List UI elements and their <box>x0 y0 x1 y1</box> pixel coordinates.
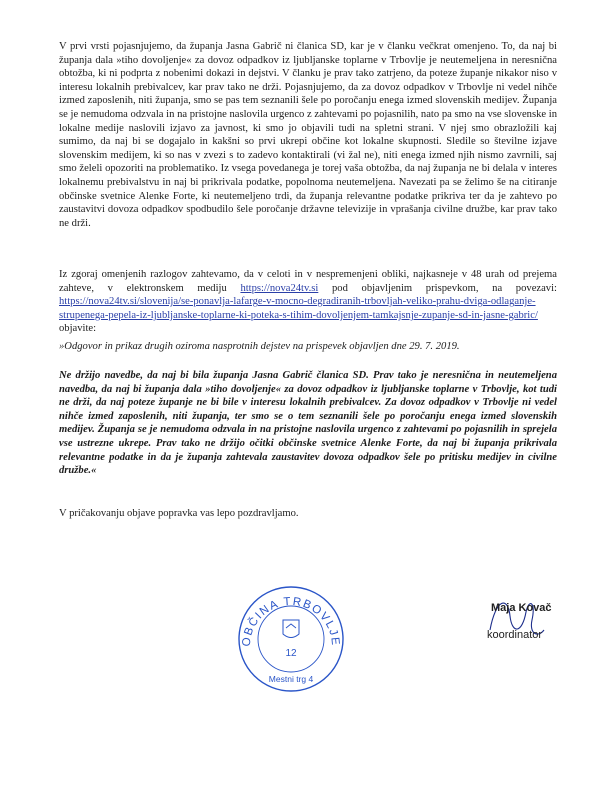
signatory-role: koordinator <box>487 629 543 641</box>
municipality-stamp <box>236 584 346 694</box>
coat-of-arms-detail-icon <box>286 624 296 628</box>
article-link[interactable]: https://nova24tv.si/slovenija/se-ponavlja-lafarge-v-mocno-degradiranih-trbovljah-veliko-prahu-dviga-odlaganje-strupenega-pepela-iz-ljubljanske-toplarne-ki-poteka-s-tihim-dovoljenjem-tamkajsnje-zupanje-sd-in-jasne-gabric/ <box>59 296 538 321</box>
stamp-inner-ring <box>258 606 324 672</box>
stamp-number: 12 <box>285 648 297 659</box>
signatory-name: Maja Kovač <box>491 602 552 614</box>
coat-of-arms-icon <box>283 620 299 638</box>
stamp-ring-text: OBČINA TRBOVLJE <box>240 595 342 648</box>
stamp-street: Mestni trg 4 <box>268 674 314 684</box>
correction-body: Ne držijo navedbe, da naj bi bila županja Jasna Gabrič članica SD. Prav tako je neresnična in neutemeljena navedba, da naj bi županja dala »tiho dovoljenje« za dovoz odpadkov iz ljubljanske toplarne v Trbovlje, kot tudi ne drži, da naj poteze županje ne bi bile v interesu lokalnih prebivalcev. Za dovoz odpadkov v Trbovlje ni vedel nihče izmed zaposlenih, niti županja, ter smo se o tem seznanili šele po poročanju enega izmed slovenskih medijev. Županja se je nemudoma odzvala in na pristojne naslovila urgenco z zahtevami po pojasnilih in sprejela vse ustrezne ukrepe. Prav tako ne držijo očitki občinske svetnice Alenke Forte, da naj bi županja prikrivala relevantne podatke in da je županja zahtevala zaustavitev dovoza odpadkov šele po pritisku medijev in civilne družbe.« <box>59 370 557 477</box>
handwritten-signature-icon <box>486 590 546 650</box>
closing-greeting: V pričakovanju objave popravka vas lepo pozdravljamo. <box>59 508 299 519</box>
paragraph-demand <box>59 268 557 336</box>
correction-heading: »Odgovor in prikaz drugih oziroma nasprotnih dejstev na prispevek objavljen dne 29. 7. 2019. <box>59 341 460 352</box>
media-link[interactable]: https://nova24tv.si <box>240 282 319 294</box>
paragraph-explanation: V prvi vrsti pojasnjujemo, da županja Jasna Gabrič ni članica SD, kar je v članku večkrat omenjeno. To, da naj bi županja dala »tiho dovoljenje« za dovoz odpadkov iz ljubljanske toplarne v Trbovlje je neutemeljena in neresnična obtožba, ki ni podprta z nobenimi dokazi in dejstvi. V članku je prav tako zatrjeno, da poteze županje nikakor niso v interesu lokalnih prebivalcev, kar prav tako ne drži. Pojasnjujemo, da za dovoz odpadkov v Trbovlje ni vedel nihče izmed zaposlenih, niti županja, smo se pas tem seznanili šele po poročanju enega izmed slovenskih medijev. Županja se je nemudoma odzvala in na pristojne naslovila urgenco z zahtevami po pojasnilih, nato pa smo na vse slovenske in lokalne medije naslovili izjavo za javnost, ki smo jo objavili tudi na spletni strani. V njej smo obrazložili kaj sumimo, da naj bi se dogajalo in kakšni so prvi ukrepi občine kot lokalne skupnosti. Sledile so številne izjave slovenskim medijem, ki so nas v zvezi s to zadevo kontaktirali (vi žal ne), niti enega izmed njih nismo zavrnili, saj smo želeli opozoriti na problematiko. Iz vsega povedanega je torej vaša obtožba, da naj županja ne bi delala v interes lokalnemu prebivalstvu in naj bi prikrivala podatke, popolnoma neutemeljena. Navezati pa se želimo še na citiranje občinske svetnice Alenke Forte, ki neutemeljeno trdi, da županja relevantne podatke prikriva ter da je zahtevo po zaustavitvi dovoza odpadkov spodbudilo šele poročanje državne televizije in vprašanja civilne družbe, kar prav tako ne drži. <box>59 41 557 229</box>
demand-text-after: objavite: <box>59 323 97 335</box>
demand-text-middle: pod objavljenim prispevkom, na povezavi: <box>318 282 557 294</box>
demand-text-before: Iz zgoraj omenjenih razlogov zahtevamo, da v celoti in v nespremenjeni obliki, najkasneje v 48 urah od prejema zahteve, v elektronskem mediju <box>59 269 557 294</box>
